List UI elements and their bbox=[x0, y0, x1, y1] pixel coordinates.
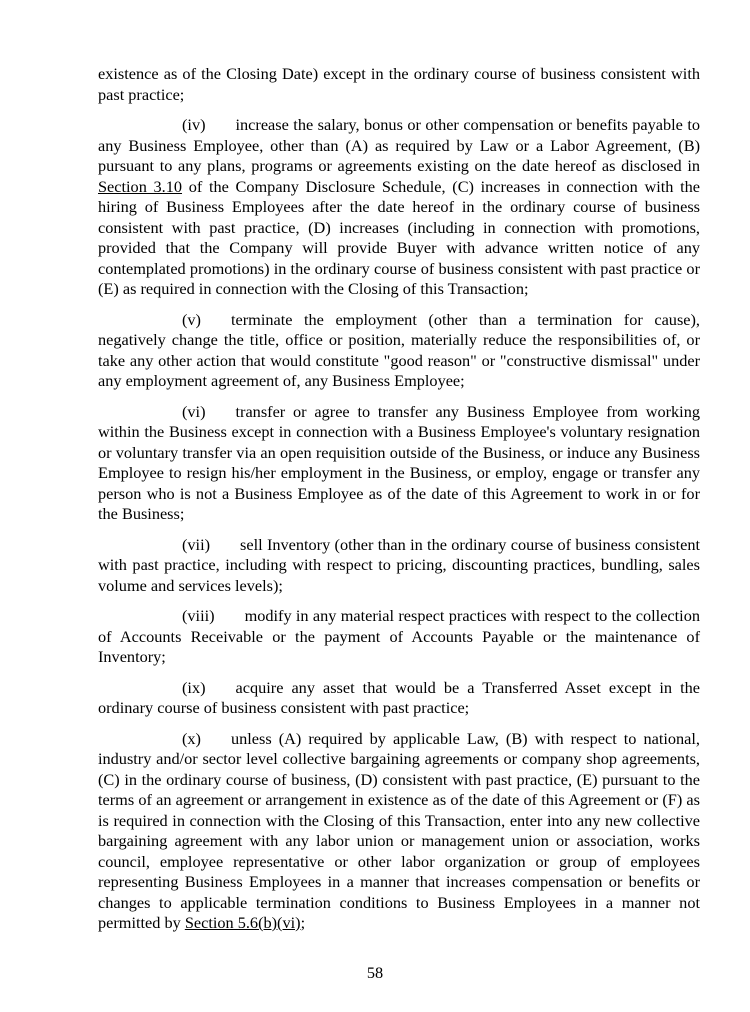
page-footer bbox=[0, 963, 750, 984]
clause-vii bbox=[98, 535, 700, 597]
clause-iv-text-post: of the Company Disclosure Schedule, (C) increases in connection with the hiring of Business Employees after the date hereof in the ordinary course of business consistent with past practice, (D) increases (including in connection with promotions, provided that the Company will provide Buyer with advance written notice of any contemplated promotions) in the ordinary course of business consistent with past practice or (E) as required in connection with the Closing of this Transaction; bbox=[98, 176, 700, 298]
clause-iv-text-pre: increase the salary, bonus or other compensation or benefits payable to any Business Employee, other than (A) as required by Law or a Labor Agreement, (B) pursuant to any plans, programs or agreements existing on the date hereof as disclosed in bbox=[98, 115, 700, 175]
document-body bbox=[98, 64, 700, 934]
clause-ix-text: acquire any asset that would be a Transferred Asset except in the ordinary course of business consistent with past practice; bbox=[98, 677, 700, 717]
clause-vii-label: (vii) bbox=[182, 534, 211, 554]
continuation-text: existence as of the Closing Date) except in the ordinary course of business consistent with past practice; bbox=[98, 64, 700, 104]
clause-vi-text: transfer or agree to transfer any Business Employee from working within the Business except in connection with a Business Employee's voluntary resignation or voluntary transfer via an open requisition outside of the Business, or induce any Business Employee to resign his/her employment in the Business, or employ, engage or transfer any person who is not a Business Employee as of the date of this Agreement to work in or for the Business; bbox=[98, 401, 700, 523]
clause-x-text-pre: unless (A) required by applicable Law, (B) with respect to national, industry and/or sector level collective bargaining agreements or company shop agreements, (C) in the ordinary course of business, (D) consistent with past practice, (E) pursuant to the terms of an agreement or arrangement in existence as of the date of this Agreement or (F) as is required in connection with the Closing of this Transaction, enter into any new collective bargaining agreement with any labor union or management union or association, works council, employee representative or other labor organization or group of employees representing Business Employees in a manner that increases compensation or benefits or changes to applicable termination conditions to Business Employees in a manner not permitted by bbox=[98, 728, 700, 932]
clause-x-text-post: ; bbox=[300, 913, 306, 932]
clause-iv-label: (iv) bbox=[182, 115, 206, 134]
clause-v-text: terminate the employment (other than a termination for cause), negatively change the title, office or position, materially reduce the responsibilities of, or take any other action that would constitute "good reason" or "constructive dismissal" under any employment agreement of, any Business Employee; bbox=[98, 309, 700, 390]
clause-viii-label: (viii) bbox=[182, 606, 215, 625]
clause-vii-text: sell Inventory (other than in the ordinary course of business consistent with past practice, including with respect to pricing, discounting practices, bundling, sales volume and services levels); bbox=[98, 534, 700, 595]
clause-viii bbox=[98, 606, 700, 668]
section-3-10-link[interactable]: Section 3.10 bbox=[98, 176, 183, 196]
clause-iv bbox=[98, 115, 700, 300]
clause-x bbox=[98, 729, 700, 934]
clause-vi-label: (vi) bbox=[182, 401, 206, 421]
clause-v bbox=[98, 310, 700, 392]
paragraph-continuation bbox=[98, 64, 700, 105]
clause-vi bbox=[98, 402, 700, 525]
section-5-6-b-vi-link[interactable]: Section 5.6(b)(vi) bbox=[184, 913, 301, 932]
clause-viii-text: modify in any material respect practices with respect to the collection of Accounts Receivable or the payment of Accounts Payable or the maintenance of Inventory; bbox=[98, 606, 700, 666]
page-number: 58 bbox=[366, 963, 384, 982]
clause-ix-label: (ix) bbox=[182, 677, 206, 697]
clause-x-label: (x) bbox=[182, 728, 201, 748]
clause-ix bbox=[98, 678, 700, 719]
clause-v-label: (v) bbox=[182, 309, 201, 329]
